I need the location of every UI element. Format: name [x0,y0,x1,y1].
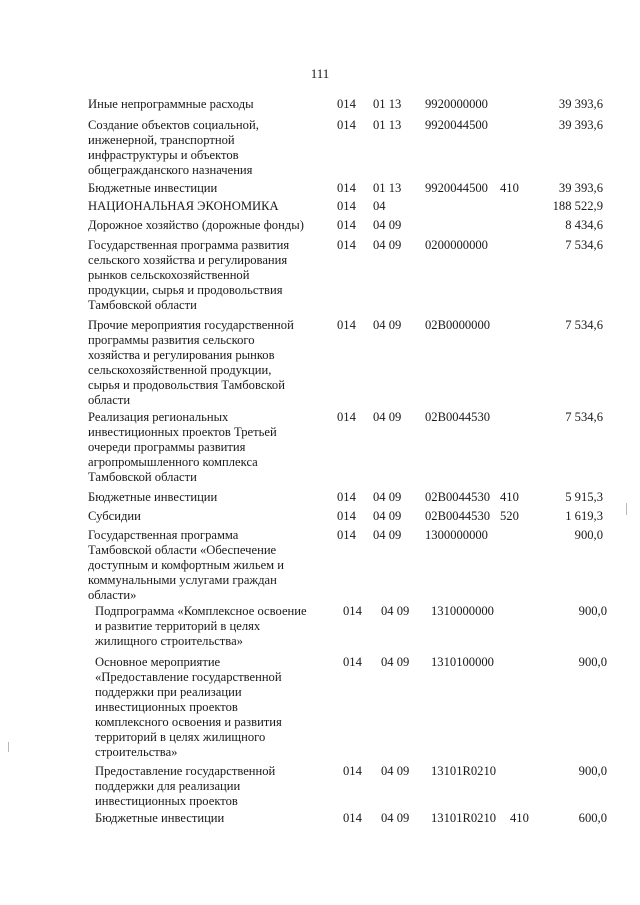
section-code: 01 13 [373,181,402,195]
target-code: 9920044500 [425,181,488,195]
section-code: 04 09 [373,238,402,252]
ministry-code: 014 [343,811,362,825]
expense-type-code: 520 [500,509,519,523]
section-code: 04 [373,199,386,213]
row-name: Бюджетные инвестиции [88,181,218,195]
ministry-code: 014 [337,490,356,504]
row-name: Субсидии [88,509,141,523]
amount: 900,0 [574,528,603,542]
target-code: 13101R0210 [431,811,497,825]
amount: 39 393,6 [558,181,603,195]
target-code: 1300000000 [425,528,488,542]
section-code: 04 09 [373,218,402,232]
target-code: 13101R0210 [431,764,497,778]
row-name: Иные непрограммные расходы [88,97,254,111]
section-code: 04 09 [381,811,410,825]
amount: 7 534,6 [565,318,603,332]
row-name: Бюджетные инвестиции [88,490,218,504]
target-code: 0200000000 [425,238,488,252]
row-name: Государственная программа развития сельского хозяйства и регулирования рынков сельскохозяйственной продукции, сырья и продовольствия Тамбовской области [88,238,290,312]
amount: 900,0 [578,764,607,778]
ministry-code: 014 [337,199,356,213]
target-code: 02В0044530 [425,490,491,504]
section-code: 01 13 [373,118,402,132]
row-name: НАЦИОНАЛЬНАЯ ЭКОНОМИКА [88,199,279,213]
expense-type-code: 410 [500,490,519,504]
row-name: Реализация региональных инвестиционных проектов Третьей очереди программы развития агропромышленного комплекса Тамбовской области [88,410,277,484]
row-name: Подпрограмма «Комплексное освоение и развитие территорий в целях жилищного строительства» [95,604,307,648]
ministry-code: 014 [343,655,362,669]
ministry-code: 014 [337,97,356,111]
section-code: 04 09 [381,764,410,778]
section-code: 04 09 [381,655,410,669]
row-name: Основное мероприятие «Предоставление государственной поддержки при реализации инвестиционных проектов комплексного освоения и развития территорий в целях жилищного строительства» [95,655,282,759]
ministry-code: 014 [337,181,356,195]
target-code: 9920044500 [425,118,488,132]
ministry-code: 014 [337,218,356,232]
expense-type-code: 410 [510,811,529,825]
amount: 39 393,6 [558,97,603,111]
target-code: 02В0044530 [425,410,491,424]
target-code: 02В0044530 [425,509,491,523]
row-name: Предоставление государственной поддержки для реализации инвестиционных проектов [95,764,276,808]
ministry-code: 014 [337,318,356,332]
expense-type-code: 410 [500,181,519,195]
amount: 900,0 [578,655,607,669]
row-name: Дорожное хозяйство (дорожные фонды) [88,218,304,232]
section-code: 04 09 [373,490,402,504]
section-code: 04 09 [373,410,402,424]
target-code: 1310000000 [431,604,494,618]
amount: 8 434,6 [565,218,603,232]
page-number: 111 [310,66,330,81]
scan-mark [8,742,9,752]
amount: 188 522,9 [552,199,603,213]
ministry-code: 014 [343,604,362,618]
amount: 7 534,6 [565,410,603,424]
section-code: 04 09 [373,509,402,523]
amount: 600,0 [578,811,607,825]
amount: 7 534,6 [565,238,603,252]
amount: 5 915,3 [565,490,603,504]
ministry-code: 014 [337,118,356,132]
amount: 39 393,6 [558,118,603,132]
ministry-code: 014 [337,528,356,542]
section-code: 04 09 [381,604,410,618]
section-code: 01 13 [373,97,402,111]
row-name: Бюджетные инвестиции [95,811,225,825]
ministry-code: 014 [343,764,362,778]
row-name: Прочие мероприятия государственной программы развития сельского хозяйства и регулирования рынков сельскохозяйственной продукции, сырья и продовольствия Тамбовской области [88,318,294,407]
row-name: Создание объектов социальной, инженерной, транспортной инфраструктуры и объектов общегражданского назначения [88,118,259,177]
amount: 1 619,3 [565,509,603,523]
section-code: 04 09 [373,318,402,332]
target-code: 9920000000 [425,97,488,111]
ministry-code: 014 [337,238,356,252]
section-code: 04 09 [373,528,402,542]
scan-mark [626,503,627,515]
target-code: 1310100000 [431,655,494,669]
target-code: 02В0000000 [425,318,491,332]
amount: 900,0 [578,604,607,618]
ministry-code: 014 [337,509,356,523]
row-name: Государственная программа Тамбовской области «Обеспечение доступным и комфортным жильем и коммунальными услугами граждан области» [88,528,285,602]
ministry-code: 014 [337,410,356,424]
